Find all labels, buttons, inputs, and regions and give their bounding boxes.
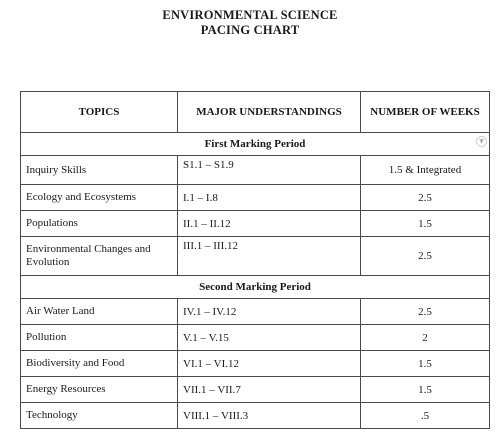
table-row (21, 377, 490, 403)
topic-cell: Populations (21, 211, 178, 237)
header-number-of-weeks: NUMBER OF WEEKS (361, 92, 490, 133)
weeks-cell: 1.5 & Integrated (361, 156, 490, 185)
weeks-cell: 1.5 (361, 377, 490, 403)
table-row (21, 211, 490, 237)
pacing-chart-table (20, 91, 490, 429)
understandings-cell: I.1 – I.8 (178, 185, 361, 211)
topic-cell: Pollution (21, 325, 178, 351)
weeks-cell: 2 (361, 325, 490, 351)
topic-cell: Technology (21, 403, 178, 429)
understandings-cell: VIII.1 – VIII.3 (178, 403, 361, 429)
weeks-cell: 2.5 (361, 185, 490, 211)
topic-cell: Air Water Land (21, 299, 178, 325)
table-row (21, 185, 490, 211)
understandings-cell: VII.1 – VII.7 (178, 377, 361, 403)
section-row-second-marking-period (21, 276, 490, 299)
chevron-down-icon[interactable]: ▼ (476, 136, 487, 147)
table-row (21, 299, 490, 325)
table-row (21, 325, 490, 351)
table-header-row (21, 92, 490, 133)
weeks-cell: 1.5 (361, 211, 490, 237)
topic-cell: Biodiversity and Food (21, 351, 178, 377)
topic-cell: Environmental Changes and Evolution (21, 237, 178, 276)
weeks-cell: 1.5 (361, 351, 490, 377)
table-row (21, 351, 490, 377)
topic-cell: Inquiry Skills (21, 156, 178, 185)
section-row-first-marking-period (21, 133, 490, 156)
topic-cell: Ecology and Ecosystems (21, 185, 178, 211)
table-row (21, 156, 490, 185)
understandings-cell: II.1 – II.12 (178, 211, 361, 237)
title-line-2: PACING CHART (200, 23, 300, 37)
header-major-understandings: MAJOR UNDERSTANDINGS (178, 92, 361, 133)
weeks-cell: .5 (361, 403, 490, 429)
table-row (21, 403, 490, 429)
understandings-cell: III.1 – III.12 (178, 237, 361, 276)
understandings-cell: VI.1 – VI.12 (178, 351, 361, 377)
understandings-cell: IV.1 – IV.12 (178, 299, 361, 325)
header-topics: TOPICS (21, 92, 178, 133)
weeks-cell: 2.5 (361, 237, 490, 276)
understandings-cell: V.1 – V.15 (178, 325, 361, 351)
title-line-1: ENVIRONMENTAL SCIENCE (162, 8, 338, 22)
section-label: Second Marking Period (199, 281, 311, 293)
topic-cell: Energy Resources (21, 377, 178, 403)
weeks-cell: 2.5 (361, 299, 490, 325)
page-title (0, 8, 500, 38)
table-row (21, 237, 490, 276)
understandings-cell: S1.1 – S1.9 (178, 156, 361, 185)
section-label: First Marking Period (204, 138, 306, 150)
